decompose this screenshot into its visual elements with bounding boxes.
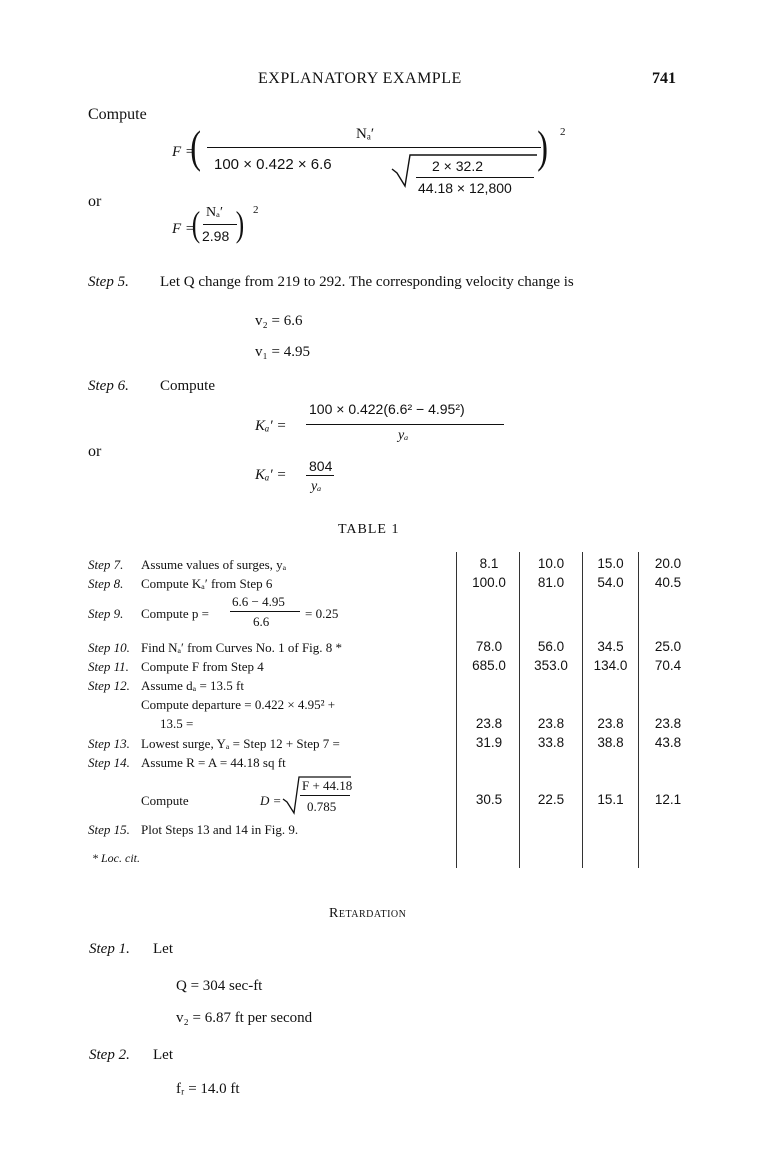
retardation-fr: fᵣ = 14.0 ft [176, 1081, 240, 1097]
eq1-sqrt-fraction-bar [416, 177, 534, 178]
retardation-heading: Retardation [329, 906, 407, 921]
table-cell: 34.5 [597, 639, 624, 654]
or-label-1: or [88, 193, 102, 210]
or-label-2: or [88, 443, 102, 460]
step9-fraction-bar [230, 611, 300, 612]
table-cell: 353.0 [534, 658, 568, 673]
step12-text2: Compute departure = 0.422 × 4.95² + [141, 697, 336, 712]
table-cell: 40.5 [654, 575, 682, 590]
step11-label: Step 11. [88, 659, 129, 674]
table-col-separator [638, 552, 639, 868]
step14-text: Assume R = A = 44.18 sq ft [141, 755, 286, 770]
step14-sqrt-numerator: F + 44.18 [302, 778, 353, 793]
step12-text: Assume dₐ = 13.5 ft [141, 678, 244, 693]
table-cell: 81.0 [537, 575, 565, 590]
retardation-step2-text: Let [153, 1047, 173, 1063]
step9-result: = 0.25 [305, 606, 339, 621]
step6-eq1-numerator: 100 × 0.422(6.6² − 4.95²) [309, 401, 465, 417]
step5-label: Step 5. [88, 274, 129, 290]
table-cell: 8.1 [479, 556, 499, 571]
step6-eq1-denominator: yₐ [398, 428, 409, 443]
retardation-step2-label: Step 2. [89, 1047, 130, 1063]
eq1-lhs: F = [172, 144, 196, 160]
step14-sqrt-denominator: 0.785 [307, 799, 337, 814]
step5-v2: v₂ = 6.6 [255, 313, 303, 329]
step9-label: Step 9. [88, 606, 124, 621]
step7-label: Step 7. [88, 557, 124, 572]
step15-text: Plot Steps 13 and 14 in Fig. 9. [141, 822, 299, 837]
table-cell: 54.0 [597, 575, 624, 590]
table-cell: 30.5 [475, 792, 503, 807]
table-cell: 685.0 [472, 658, 506, 673]
step5-text: Let Q change from 219 to 292. The corresponding velocity change is [160, 274, 574, 290]
table-cell: 15.1 [597, 792, 624, 807]
table-cell: 33.8 [537, 735, 565, 750]
eq1-sqrt-numerator: 2 × 32.2 [432, 158, 483, 174]
compute-label: Compute [88, 106, 147, 123]
table-cell: 134.0 [593, 658, 628, 673]
table-cell: 38.8 [597, 735, 624, 750]
table-cell: 100.0 [472, 575, 506, 590]
step14-d-lhs: D = [260, 793, 282, 808]
step8-label: Step 8. [88, 576, 124, 591]
eq1-open-paren: ( [190, 121, 202, 172]
eq1-numerator: Nₐ′ [356, 126, 375, 142]
retardation-q: Q = 304 sec-ft [176, 978, 263, 994]
table-cell: 15.0 [597, 556, 624, 571]
table-cell: 78.0 [475, 639, 503, 654]
table-cell: 43.8 [654, 735, 682, 750]
step9-text: Compute p = [141, 606, 209, 621]
table-cell: 70.4 [654, 658, 682, 673]
table-cell: 22.5 [537, 792, 565, 807]
eq2-open-paren: ( [191, 204, 201, 244]
step6-eq1-fraction-bar [306, 424, 504, 425]
step6-eq1-lhs: Kₐ′ = [255, 418, 287, 434]
step11-text: Compute F from Step 4 [141, 659, 264, 674]
eq1-exponent: 2 [560, 126, 566, 138]
step10-text: Find Nₐ′ from Curves No. 1 of Fig. 8 * [141, 640, 343, 655]
eq1-sqrt-denominator: 44.18 × 12,800 [418, 180, 512, 196]
step6-text: Compute [160, 378, 215, 394]
step14-compute: Compute [141, 793, 189, 808]
table-cell: 25.0 [654, 639, 682, 654]
table-title: TABLE 1 [338, 522, 400, 537]
step8-text: Compute Kₐ′ from Step 6 [141, 576, 273, 591]
eq2-fraction-bar [203, 224, 237, 225]
step14-label: Step 14. [88, 755, 130, 770]
eq2-denominator: 2.98 [202, 228, 230, 244]
step5-v1: v₁ = 4.95 [255, 344, 310, 360]
table-col-separator [582, 552, 583, 868]
step9-fraction-numerator: 6.6 − 4.95 [232, 594, 285, 609]
table-footnote: * Loc. cit. [92, 851, 140, 865]
step9-fraction-denominator: 6.6 [253, 614, 270, 629]
retardation-step1-text: Let [153, 941, 173, 957]
step10-label: Step 10. [88, 640, 130, 655]
table-cell: 31.9 [475, 735, 503, 750]
eq1-fraction-bar [207, 147, 541, 148]
eq2-close-paren: ) [235, 204, 245, 244]
step14-fraction-bar [300, 795, 350, 796]
step7-text: Assume values of surges, yₐ [141, 557, 287, 572]
eq2-lhs: F = [172, 221, 196, 237]
page-number: 741 [652, 70, 676, 87]
step6-label: Step 6. [88, 378, 129, 394]
table-cell: 20.0 [654, 556, 682, 571]
step6-eq2-fraction-bar [306, 475, 334, 476]
step15-label: Step 15. [88, 822, 130, 837]
retardation-step1-label: Step 1. [89, 941, 130, 957]
eq1-denominator-left: 100 × 0.422 × 6.6 [214, 156, 332, 173]
step6-eq2-denominator: yₐ [311, 479, 322, 494]
step6-eq2-lhs: Kₐ′ = [255, 467, 287, 483]
step12-label: Step 12. [88, 678, 130, 693]
eq1-close-paren: ) [537, 121, 549, 172]
table-cell: 23.8 [597, 716, 624, 731]
eq2-numerator: Nₐ′ [206, 205, 224, 220]
running-title: EXPLANATORY EXAMPLE [258, 70, 462, 87]
table-col-separator [456, 552, 457, 868]
table-cell: 10.0 [537, 556, 565, 571]
table-col-separator [519, 552, 520, 868]
step12-text3: 13.5 = [160, 716, 194, 731]
step13-text: Lowest surge, Yₐ = Step 12 + Step 7 = [141, 736, 340, 751]
step6-eq2-numerator: 804 [309, 458, 333, 474]
table-cell: 23.8 [654, 716, 682, 731]
table-cell: 56.0 [537, 639, 565, 654]
table-cell: 23.8 [475, 716, 503, 731]
eq2-exponent: 2 [253, 204, 259, 216]
step13-label: Step 13. [88, 736, 130, 751]
retardation-v2: v₂ = 6.87 ft per second [176, 1010, 313, 1026]
table-cell: 12.1 [654, 792, 682, 807]
table-cell: 23.8 [537, 716, 565, 731]
